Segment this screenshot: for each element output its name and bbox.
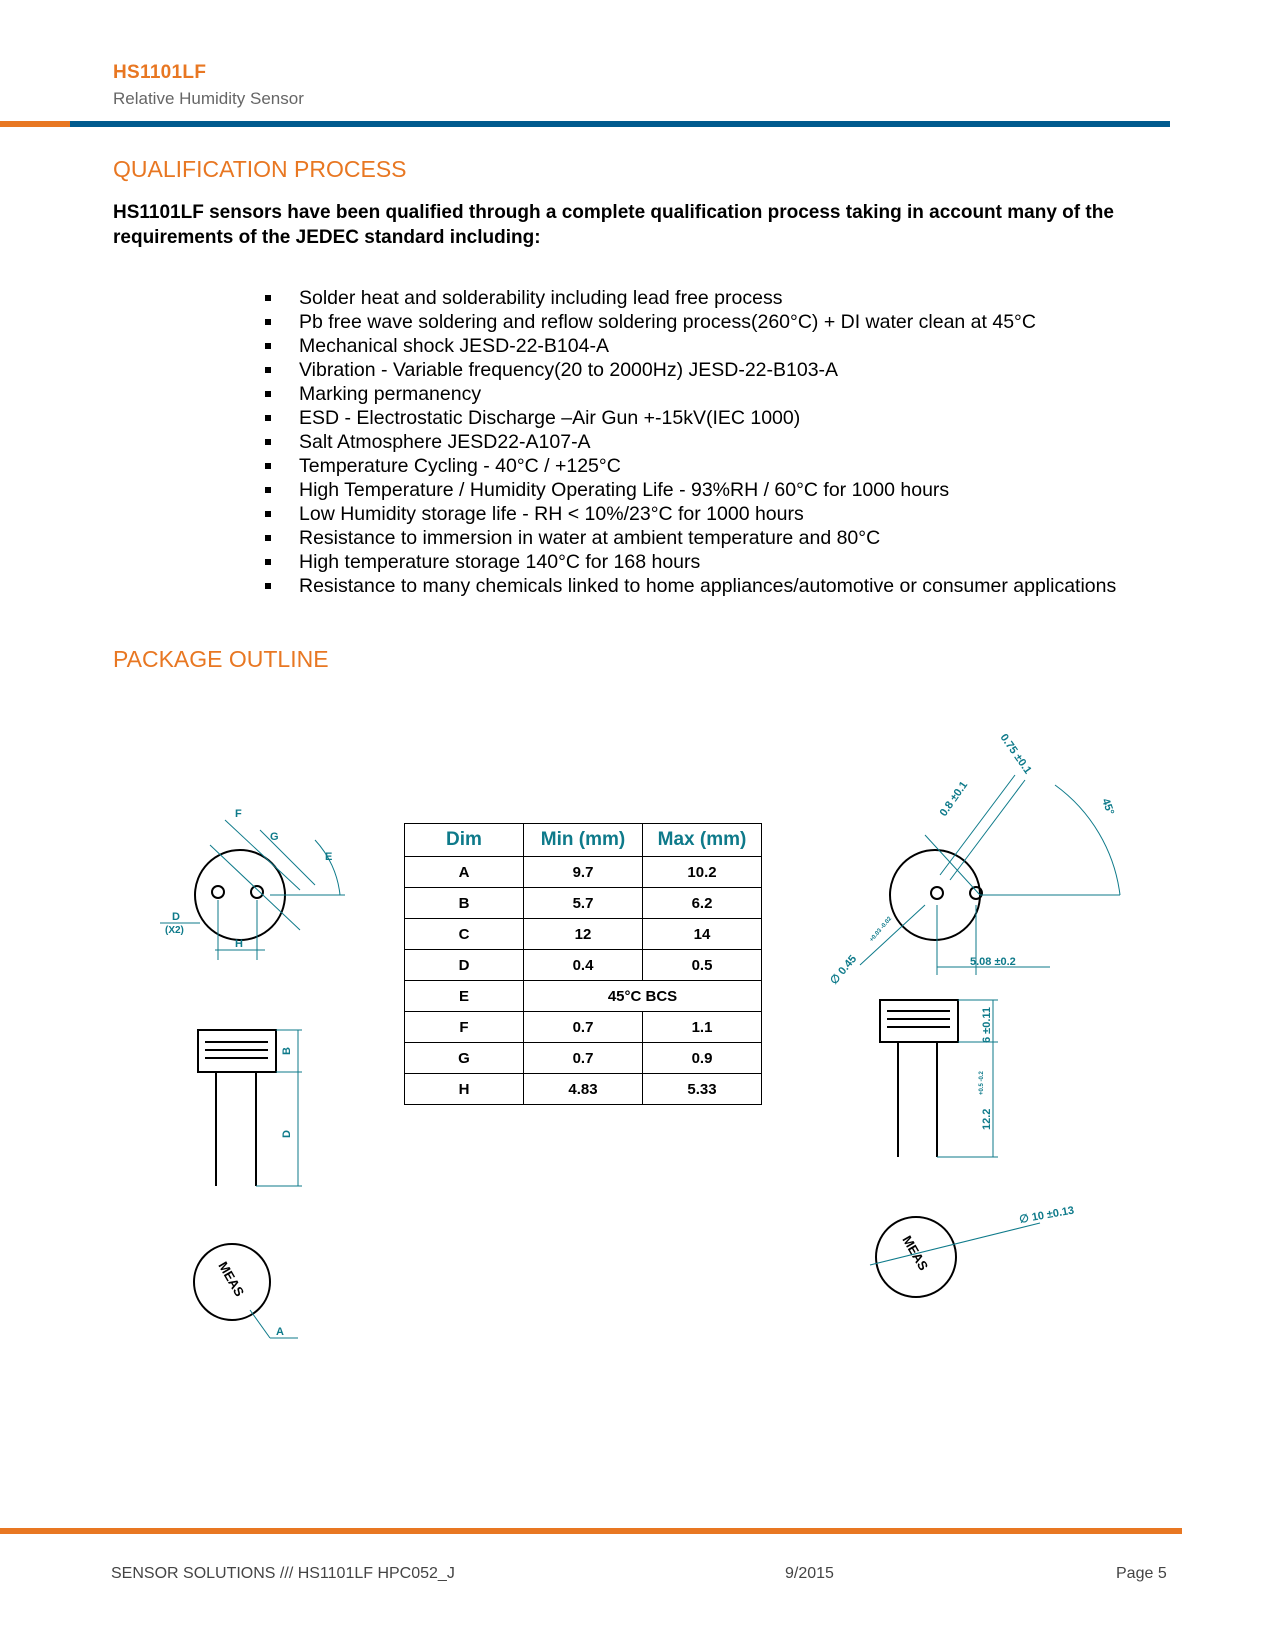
bullet-icon	[265, 295, 271, 301]
dim-lead-length-tol: +0.5 -0.2	[979, 1071, 985, 1095]
dim-pitch: 5.08 ±0.2	[970, 956, 1016, 968]
bullet-icon	[265, 583, 271, 589]
sensor-top-view	[890, 850, 980, 940]
bullet-icon	[265, 439, 271, 445]
column-header: Dim	[405, 824, 524, 857]
right-outline-drawing	[828, 731, 1140, 1345]
column-header: Max (mm)	[643, 824, 762, 857]
qualification-intro: HS1101LF sensors have been qualified through a complete qualification process taking in account many of the requirements of the JEDEC standard including:	[113, 202, 1114, 248]
lead-hole	[251, 886, 263, 898]
dim-label-h: H	[235, 938, 243, 950]
dim-label-d-side: D	[281, 1130, 293, 1138]
dim-label-e: E	[325, 851, 333, 863]
footer-date: 9/2015	[785, 1565, 834, 1582]
footer-rule	[0, 1528, 1182, 1534]
dim-lead-dia-tol: +0.03 -0.02	[868, 916, 894, 944]
table-header-row	[405, 824, 762, 857]
section-title-package: PACKAGE OUTLINE	[113, 646, 329, 672]
sensor-side-view	[880, 1000, 958, 1042]
list-item: Mechanical shock JESD-22-B104-A	[262, 334, 1122, 358]
bullet-icon	[265, 319, 271, 325]
list-item: Resistance to immersion in water at ambient temperature and 80°C	[262, 526, 1122, 550]
dim-label-d: D	[172, 911, 180, 923]
dim-lead-width: 0.75 ±0.1	[997, 731, 1034, 777]
header-rule	[70, 121, 1170, 127]
qualification-list	[262, 286, 1122, 598]
footer-doc: SENSOR SOLUTIONS /// HS1101LF HPC052_J	[111, 1565, 455, 1582]
dimension-table	[404, 823, 762, 1105]
dim-lead-dia: ∅ 0.45	[828, 953, 860, 987]
list-item: Resistance to many chemicals linked to home appliances/automotive or consumer applications	[262, 574, 1122, 598]
table-row: C 12 14	[405, 919, 762, 950]
dim-label-x2: (X2)	[165, 925, 184, 936]
bullet-icon	[265, 391, 271, 397]
list-item: Vibration - Variable frequency(20 to 2000Hz) JESD-22-B103-A	[262, 358, 1122, 382]
bullet-icon	[265, 367, 271, 373]
bullet-icon	[265, 463, 271, 469]
dim-diameter: ∅ 10 ±0.13	[1018, 1204, 1076, 1226]
table-row: D 0.4 0.5	[405, 950, 762, 981]
header-accent-bar	[0, 121, 70, 127]
dim-label-f: F	[235, 808, 242, 820]
list-item: Salt Atmosphere JESD22-A107-A	[262, 430, 1122, 454]
bullet-icon	[265, 487, 271, 493]
left-outline-drawing	[150, 790, 350, 1350]
list-item: Marking permanency	[262, 382, 1122, 406]
dim-lead-length: 12.2	[981, 1108, 993, 1130]
dim-height: 6 ±0.11	[981, 1006, 993, 1043]
table-row: B 5.7 6.2	[405, 888, 762, 919]
list-item: ESD - Electrostatic Discharge –Air Gun +-15kV(IEC 1000)	[262, 406, 1122, 430]
list-item: Low Humidity storage life - RH < 10%/23°C for 1000 hours	[262, 502, 1122, 526]
table-row: E 45°C BCS	[405, 981, 762, 1012]
table-row: G 0.7 0.9	[405, 1043, 762, 1074]
meas-logo: MEAS	[899, 1233, 932, 1274]
list-item: High Temperature / Humidity Operating Life - 93%RH / 60°C for 1000 hours	[262, 478, 1122, 502]
product-subtitle: Relative Humidity Sensor	[113, 89, 304, 108]
table-row: H 4.83 5.33	[405, 1074, 762, 1105]
column-header: Min (mm)	[524, 824, 643, 857]
dim-angle: 45°	[1099, 796, 1117, 817]
bullet-icon	[265, 559, 271, 565]
bullet-icon	[265, 343, 271, 349]
dim-lead-spacing: 0.8 ±0.1	[937, 779, 971, 819]
lead-hole	[212, 886, 224, 898]
table-row: F 0.7 1.1	[405, 1012, 762, 1043]
meas-logo: MEAS	[215, 1259, 248, 1300]
table-row: A 9.7 10.2	[405, 857, 762, 888]
section-title-qualification: QUALIFICATION PROCESS	[113, 156, 407, 182]
list-item: High temperature storage 140°C for 168 hours	[262, 550, 1122, 574]
bullet-icon	[265, 415, 271, 421]
list-item: Temperature Cycling - 40°C / +125°C	[262, 454, 1122, 478]
dim-label-a: A	[276, 1326, 284, 1338]
footer-page: Page 5	[1116, 1565, 1167, 1582]
list-item: Solder heat and solderability including lead free process	[262, 286, 1122, 310]
bullet-icon	[265, 511, 271, 517]
lead-hole	[931, 887, 943, 899]
dim-label-g: G	[270, 831, 279, 843]
bullet-icon	[265, 535, 271, 541]
product-name: HS1101LF	[113, 62, 207, 83]
list-item: Pb free wave soldering and reflow soldering process(260°C) + DI water clean at 45°C	[262, 310, 1122, 334]
dim-label-b: B	[281, 1047, 293, 1055]
